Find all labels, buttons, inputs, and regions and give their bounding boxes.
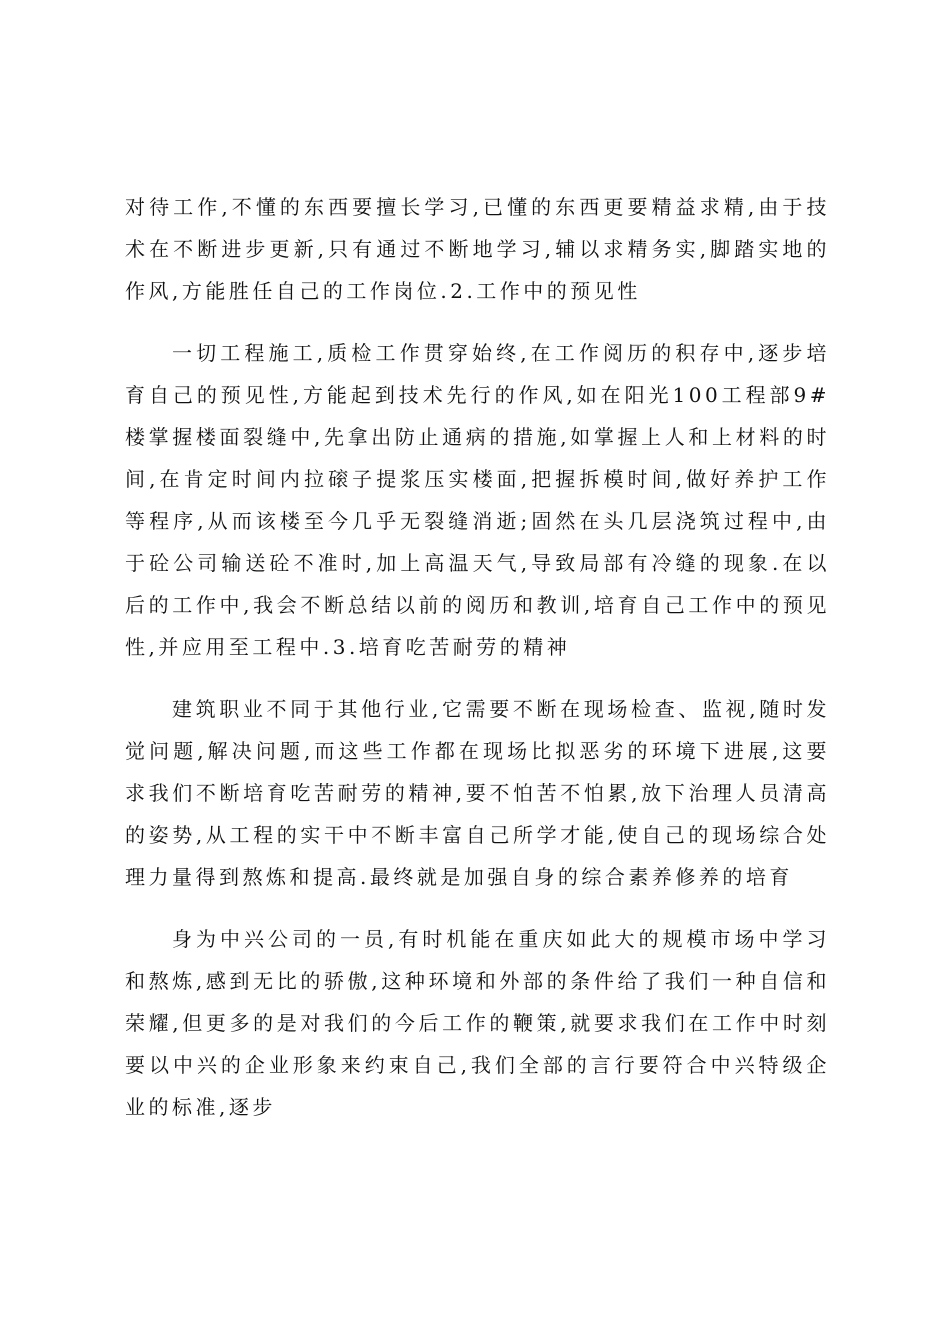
paragraph-continuation: 对待工作,不懂的东西要擅长学习,已懂的东西更要精益求精,由于技术在不断进步更新,只有通过不断地学习,辅以求精务实,脚踏实地的作风,方能胜任自己的工作岗位.2.工作中的预见性 xyxy=(125,195,830,303)
document-body xyxy=(125,186,830,1128)
paragraph-foresight: 一切工程施工,质检工作贯穿始终,在工作阅历的积存中,逐步培育自己的预见性,方能起到技术先行的作风,如在阳光100工程部9#楼掌握楼面裂缝中,先拿出防止通病的措施,如掌握上人和上材料的时间,在肯定时间内拉磙子提浆压实楼面,把握拆模时间,做好养护工作等程序,从而该楼至今几乎无裂缝消逝;固然在头几层浇筑过程中,由于砼公司输送砼不准时,加上高温天气,导致局部有冷缝的现象.在以后的工作中,我会不断总结以前的阅历和教训,培育自己工作中的预见性,并应用至工程中.3.培育吃苦耐劳的精神 xyxy=(125,341,830,659)
paragraph-hardship: 建筑职业不同于其他行业,它需要不断在现场检查、监视,随时发觉问题,解决问题,而这些工作都在现场比拟恶劣的环境下进展,这要求我们不断培育吃苦耐劳的精神,要不怕苦不怕累,放下治理人员清高的姿势,从工程的实干中不断丰富自己所学才能,使自己的现场综合处理力量得到熬炼和提高.最终就是加强自身的综合素养修养的培育 xyxy=(125,697,830,889)
paragraph-company: 身为中兴公司的一员,有时机能在重庆如此大的规模市场中学习和熬炼,感到无比的骄傲,这种环境和外部的条件给了我们一种自信和荣耀,但更多的是对我们的今后工作的鞭策,就要求我们在工作中时刻要以中兴的企业形象来约束自己,我们全部的言行要符合中兴特级企业的标准,逐步 xyxy=(125,927,830,1119)
